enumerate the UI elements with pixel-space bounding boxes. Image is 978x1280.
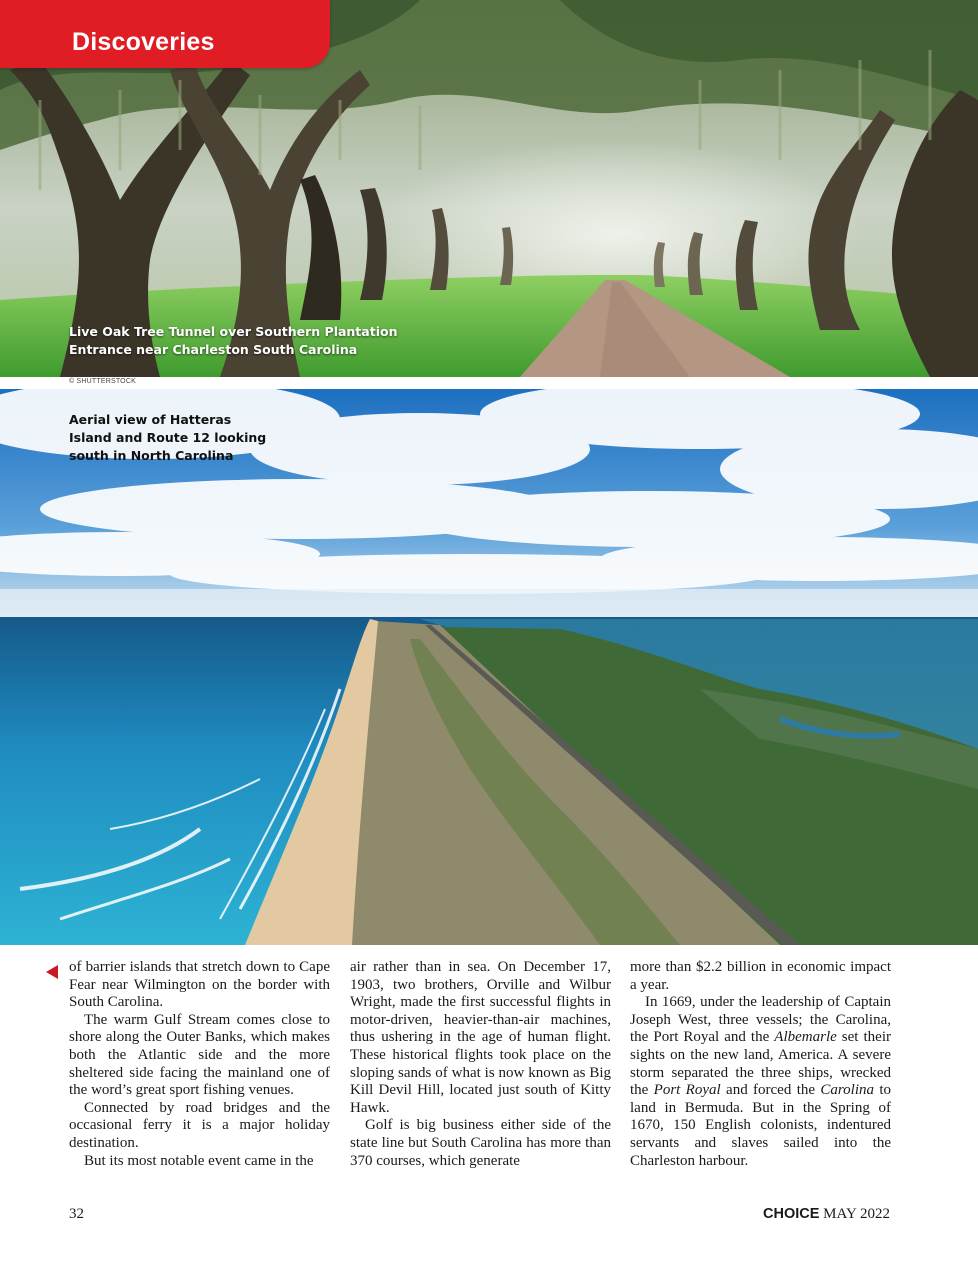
text-run: to land in Bermuda. But in the Spring of 1670, 150 English colonists, indentured servants and slaves sailed into the Charleston harbour.	[630, 1082, 892, 1169]
oak-caption-line-1: Live Oak Tree Tunnel over Southern Plantation	[69, 324, 398, 339]
page-number: 32	[69, 1206, 84, 1222]
ship-name-port-royal: Port Royal	[653, 1082, 721, 1099]
oak-caption-line-2: Entrance near Charleston South Carolina	[69, 342, 358, 357]
hatteras-aerial-photo	[0, 389, 978, 945]
section-tab	[0, 0, 330, 68]
article-paragraph: But its most notable event came in the	[84, 1152, 314, 1169]
hatteras-caption-line-1: Aerial view of Hatteras	[69, 412, 232, 427]
hatteras-caption-line-3: south in North Carolina	[69, 448, 234, 463]
article-paragraph: Connected by road bridges and the occasional ferry it is a major holiday destination.	[69, 1099, 330, 1151]
article-column-2	[350, 959, 611, 1170]
article-column-1	[69, 959, 330, 1170]
magazine-name: CHOICE	[763, 1206, 820, 1222]
issue-line	[763, 1206, 890, 1223]
text-run: and forced the	[720, 1082, 821, 1099]
issue-date: MAY 2022	[823, 1206, 890, 1222]
ship-name-albemarle: Albemarle	[774, 1029, 837, 1046]
oak-photo-caption	[69, 323, 397, 359]
continue-arrow-icon	[46, 965, 58, 979]
text-run: In 1669, under the leadership of Captain Joseph West, three vessels; the Carolina, the Port Royal and the	[630, 994, 891, 1046]
article-paragraph: more than $2.2 billion in economic impact a year.	[630, 959, 891, 993]
article-paragraph: The warm Gulf Stream comes close to shore along the Outer Banks, which makes both the Atlantic side and the more sheltered side facing the mainland one of the word’s great sport fishing venues.	[69, 1011, 330, 1099]
article-paragraph	[630, 994, 891, 1170]
article-column-3	[630, 959, 891, 1170]
hatteras-caption-line-2: Island and Route 12 looking	[69, 430, 267, 445]
article-paragraph: of barrier islands that stretch down to Cape Fear near Wilmington on the border with South Carolina.	[69, 959, 330, 1011]
text-run: set their sights on the new land, America. A severe storm separated the three ships, wrecked the	[630, 1029, 891, 1099]
article-paragraph: Golf is big business either side of the state line but South Carolina has more than 370 courses, which generate	[350, 1117, 611, 1169]
ship-name-carolina: Carolina	[820, 1082, 874, 1099]
photo-credit: © SHUTTERSTOCK	[69, 378, 136, 385]
section-title: Discoveries	[72, 28, 215, 56]
article-paragraph: air rather than in sea. On December 17, 1903, two brothers, Orville and Wilbur Wright, made the first successful flights in motor-driven, heavier-than-air machines, thus ushering in the age of human flight. These historical flights took place on the sloping sands of what is now known as Big Kill Devil Hill, located just south of Kitty Hawk.	[350, 959, 611, 1116]
hatteras-aerial-image	[0, 389, 978, 945]
hatteras-photo-caption	[69, 411, 266, 465]
